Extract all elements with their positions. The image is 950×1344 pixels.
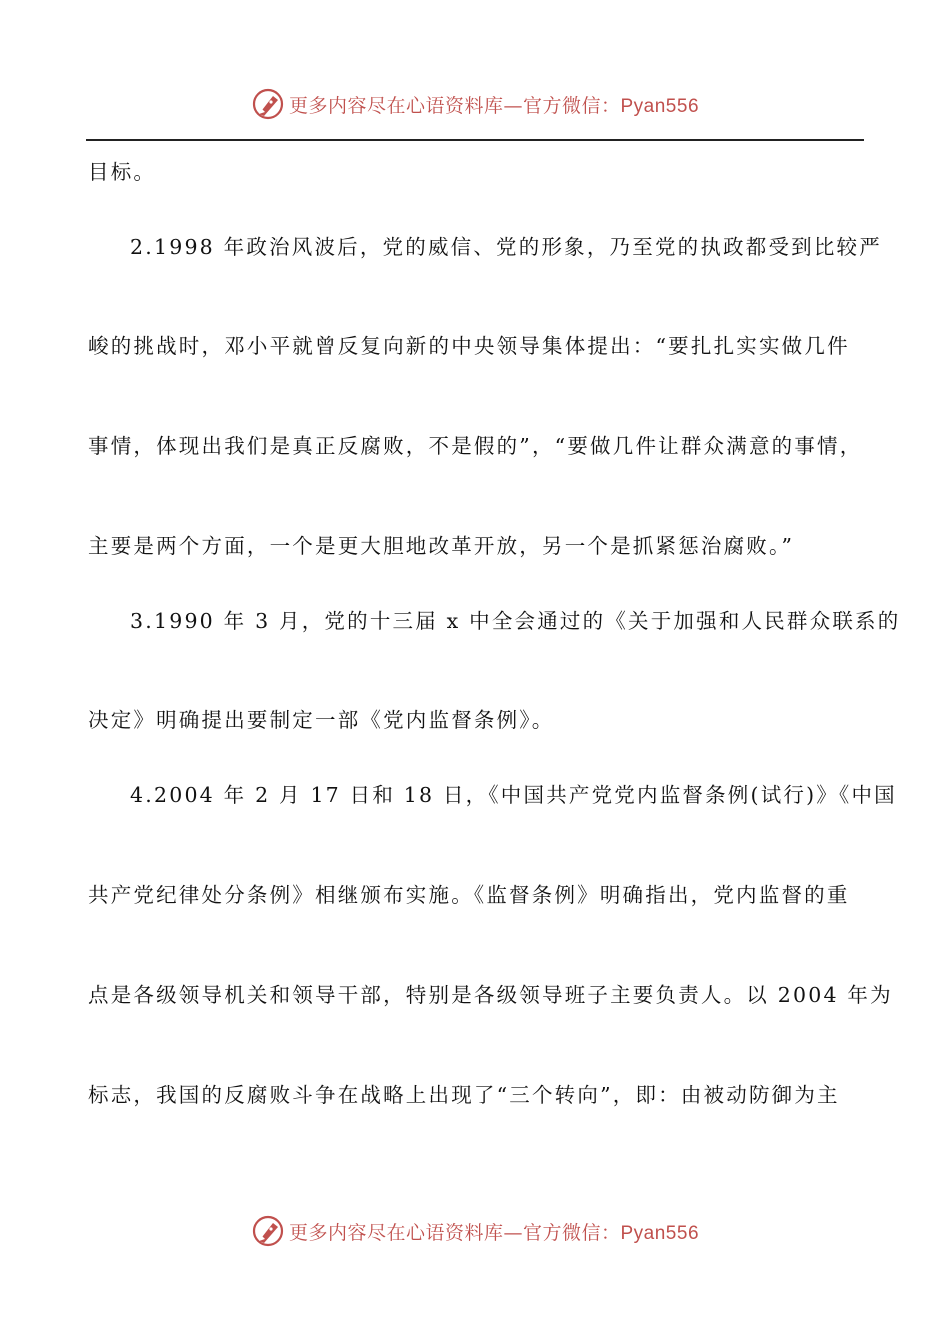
footer-banner: [0, 1211, 950, 1251]
pen-nib-logo-icon: [251, 87, 285, 121]
body-line-10: 点是各级领导机关和领导干部，特别是各级领导班子主要负责人。以 2004 年为: [88, 983, 893, 1007]
footer-banner-text: 更多内容尽在心语资料库—官方微信：Pyan556: [288, 1221, 700, 1244]
body-line-2: 2.1998 年政治风波后，党的威信、党的形象，乃至党的执政都受到比较严: [130, 235, 882, 259]
body-line-1: 目标。: [88, 160, 157, 184]
body-line-5: 主要是两个方面，一个是更大胆地改革开放，另一个是抓紧惩治腐败。”: [88, 534, 795, 558]
header-divider: [86, 139, 864, 141]
header-banner: [0, 84, 950, 124]
body-line-9: 共产党纪律处分条例》相继颁布实施。《监督条例》明确指出，党内监督的重: [88, 883, 850, 907]
body-line-3: 峻的挑战时，邓小平就曾反复向新的中央领导集体提出：“要扎扎实实做几件: [88, 334, 850, 358]
body-line-11: 标志，我国的反腐败斗争在战略上出现了“三个转向”，即：由被动防御为主: [88, 1083, 840, 1107]
body-line-4: 事情，体现出我们是真正反腐败，不是假的”，“要做几件让群众满意的事情，: [88, 434, 863, 458]
body-line-8: 4.2004 年 2 月 17 日和 18 日，《中国共产党党内监督条例(试行)》《中国: [130, 783, 897, 807]
body-line-6: 3.1990 年 3 月，党的十三届 x 中全会通过的《关于加强和人民群众联系的: [130, 609, 901, 633]
body-line-7: 决定》明确提出要制定一部《党内监督条例》。: [88, 708, 555, 732]
pen-nib-logo-icon: [251, 1214, 285, 1248]
header-banner-text: 更多内容尽在心语资料库—官方微信：Pyan556: [288, 94, 700, 117]
